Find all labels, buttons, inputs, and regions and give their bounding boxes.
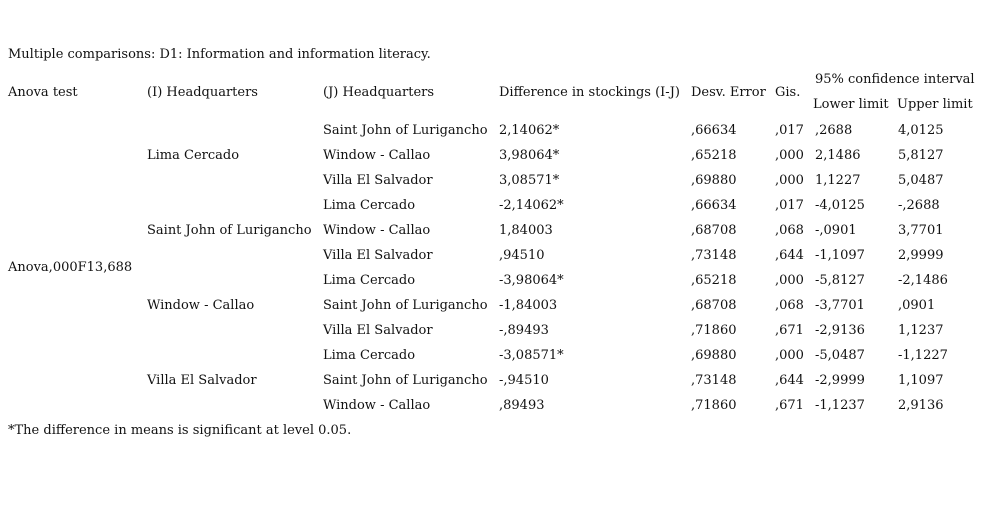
cell-sig: ,000 [775, 348, 804, 363]
cell-std-error: ,66634 [691, 123, 737, 138]
cell-lower-limit: -1,1237 [815, 398, 865, 413]
cell-lower-limit: -4,0125 [815, 198, 865, 213]
cell-lower-limit: -1,1097 [815, 248, 865, 263]
cell-std-error: ,66634 [691, 198, 737, 213]
group-label: Lima Cercado [147, 148, 240, 163]
cell-sig: ,017 [775, 123, 804, 138]
header-std-error: Desv. Error [691, 85, 766, 100]
cell-upper-limit: 1,1097 [898, 373, 944, 388]
cell-j-headquarters: Villa El Salvador [323, 173, 433, 188]
cell-j-headquarters: Villa El Salvador [323, 323, 433, 338]
cell-sig: ,068 [775, 223, 804, 238]
cell-upper-limit: 3,7701 [898, 223, 944, 238]
cell-difference: -,94510 [499, 373, 549, 388]
header-lower-limit: Lower limit [813, 97, 889, 112]
cell-j-headquarters: Window - Callao [323, 223, 431, 238]
header-sig: Gis. [775, 85, 801, 100]
table-title: Multiple comparisons: D1: Information and information literacy. [8, 47, 431, 62]
header-difference: Difference in stockings (I-J) [499, 85, 680, 100]
group-label: Window - Callao [147, 298, 255, 313]
cell-j-headquarters: Villa El Salvador [323, 248, 433, 263]
cell-difference: ,94510 [499, 248, 545, 263]
group-label: Villa El Salvador [147, 373, 257, 388]
cell-lower-limit: 2,1486 [815, 148, 861, 163]
cell-std-error: ,71860 [691, 323, 737, 338]
cell-lower-limit: 1,1227 [815, 173, 861, 188]
cell-upper-limit: -,2688 [898, 198, 940, 213]
cell-j-headquarters: Lima Cercado [323, 273, 416, 288]
cell-upper-limit: 2,9136 [898, 398, 944, 413]
cell-j-headquarters: Window - Callao [323, 148, 431, 163]
cell-j-headquarters: Saint John of Lurigancho [323, 298, 488, 313]
cell-difference: -3,98064* [499, 273, 564, 288]
cell-sig: ,644 [775, 373, 804, 388]
cell-j-headquarters: Saint John of Lurigancho [323, 373, 488, 388]
header-upper-limit: Upper limit [897, 97, 973, 112]
cell-difference: 3,98064* [499, 148, 560, 163]
cell-difference: 2,14062* [499, 123, 560, 138]
cell-std-error: ,69880 [691, 348, 737, 363]
cell-sig: ,000 [775, 148, 804, 163]
cell-difference: -1,84003 [499, 298, 558, 313]
cell-std-error: ,73148 [691, 248, 737, 263]
cell-std-error: ,65218 [691, 148, 737, 163]
header-confidence-interval: 95% confidence interval [815, 72, 975, 87]
cell-upper-limit: -1,1227 [898, 348, 948, 363]
cell-difference: -2,14062* [499, 198, 564, 213]
cell-j-headquarters: Window - Callao [323, 398, 431, 413]
cell-upper-limit: 5,0487 [898, 173, 944, 188]
cell-sig: ,671 [775, 398, 804, 413]
cell-lower-limit: -,0901 [815, 223, 857, 238]
cell-std-error: ,68708 [691, 298, 737, 313]
cell-difference: ,89493 [499, 398, 545, 413]
cell-j-headquarters: Saint John of Lurigancho [323, 123, 488, 138]
cell-std-error: ,65218 [691, 273, 737, 288]
group-label: Saint John of Lurigancho [147, 223, 312, 238]
cell-upper-limit: -2,1486 [898, 273, 948, 288]
header-i-headquarters: (I) Headquarters [147, 85, 258, 100]
cell-upper-limit: 5,8127 [898, 148, 944, 163]
cell-lower-limit: -2,9999 [815, 373, 865, 388]
anova-test-label: Anova,000F13,688 [8, 260, 133, 275]
cell-sig: ,671 [775, 323, 804, 338]
cell-upper-limit: 2,9999 [898, 248, 944, 263]
footnote: *The difference in means is significant at level 0.05. [8, 423, 352, 438]
cell-std-error: ,69880 [691, 173, 737, 188]
cell-lower-limit: ,2688 [815, 123, 853, 138]
cell-sig: ,000 [775, 173, 804, 188]
cell-sig: ,068 [775, 298, 804, 313]
cell-j-headquarters: Lima Cercado [323, 198, 416, 213]
cell-sig: ,017 [775, 198, 804, 213]
cell-sig: ,644 [775, 248, 804, 263]
cell-upper-limit: ,0901 [898, 298, 936, 313]
cell-std-error: ,73148 [691, 373, 737, 388]
cell-difference: -,89493 [499, 323, 549, 338]
cell-lower-limit: -5,0487 [815, 348, 865, 363]
cell-lower-limit: -3,7701 [815, 298, 865, 313]
header-anova-test: Anova test [8, 85, 78, 100]
cell-sig: ,000 [775, 273, 804, 288]
header-j-headquarters: (J) Headquarters [323, 85, 435, 100]
cell-lower-limit: -5,8127 [815, 273, 865, 288]
cell-difference: -3,08571* [499, 348, 564, 363]
cell-difference: 3,08571* [499, 173, 560, 188]
cell-std-error: ,68708 [691, 223, 737, 238]
cell-j-headquarters: Lima Cercado [323, 348, 416, 363]
cell-std-error: ,71860 [691, 398, 737, 413]
cell-difference: 1,84003 [499, 223, 553, 238]
cell-upper-limit: 1,1237 [898, 323, 944, 338]
cell-upper-limit: 4,0125 [898, 123, 944, 138]
cell-lower-limit: -2,9136 [815, 323, 865, 338]
